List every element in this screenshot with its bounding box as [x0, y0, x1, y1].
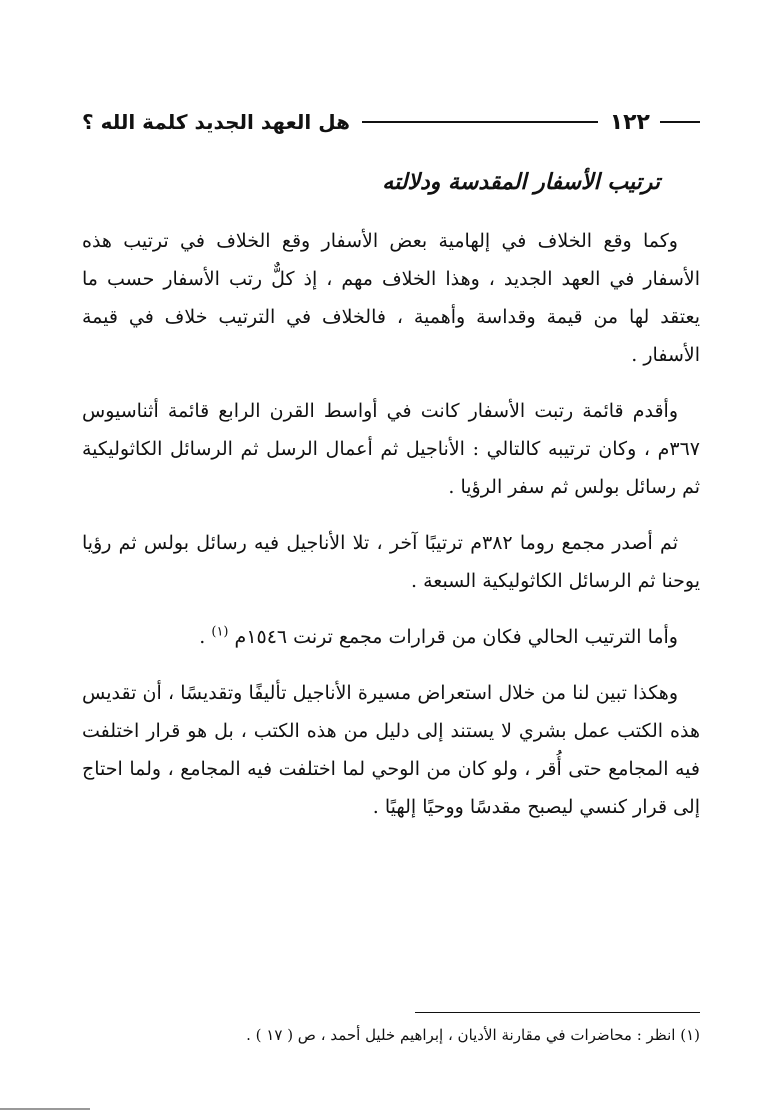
section-heading: ترتيب الأسفار المقدسة ودلالته	[382, 170, 660, 195]
paragraph-text: وأما الترتيب الحالي فكان من قرارات مجمع ترنت ١٥٤٦م	[234, 626, 678, 648]
paragraph	[82, 618, 700, 656]
body-text	[82, 222, 700, 844]
footnote-reference[interactable]: (١)	[211, 624, 229, 640]
paragraph: ثم أصدر مجمع روما ٣٨٢م ترتيبًا آخر ، تلا الأناجيل فيه رسائل بولس ثم رؤيا يوحنا ثم الرسائل الكاثوليكية السبعة .	[82, 532, 700, 592]
header-dash	[660, 121, 700, 123]
paragraph: وأقدم قائمة رتبت الأسفار كانت في أواسط القرن الرابع قائمة أثناسيوس ٣٦٧م ، وكان ترتيبه كالتالي : الأناجيل ثم أعمال الرسل ثم الرسائل الكاثوليكية ثم رسائل بولس ثم سفر الرؤيا .	[82, 400, 700, 498]
page-header	[82, 104, 700, 140]
page-edge-mark	[0, 1108, 90, 1110]
header-rule	[362, 121, 598, 123]
paragraph-tail: .	[199, 626, 212, 648]
page-number: ١٢٢	[609, 109, 650, 135]
footnote-divider	[415, 1012, 700, 1013]
paragraph: وكما وقع الخلاف في إلهامية بعض الأسفار وقع الخلاف في ترتيب هذه الأسفار في العهد الجديد ، وهذا الخلاف مهم ، إذ كلٌّ رتب الأسفار حسب ما يعتقد لها من قيمة وقداسة وأهمية ، فالخلاف في الترتيب خلاف في قيمة الأسفار .	[82, 230, 700, 366]
footnote: (١) انظر : محاضرات في مقارنة الأديان ، إبراهيم خليل أحمد ، ص ( ١٧ ) .	[246, 1026, 700, 1044]
paragraph: وهكذا تبين لنا من خلال استعراض مسيرة الأناجيل تأليفًا وتقديسًا ، أن تقديس هذه الكتب عمل بشري لا يستند إلى دليل من هذه الكتب ، بل هو قرار اختلفت فيه المجامع حتى أُقر ، ولو كان من الوحي لما اختلفت فيه المجامع ، ولما احتاج إلى قرار كنسي ليصبح مقدسًا ووحيًا إلهيًا .	[82, 682, 700, 818]
running-title: هل العهد الجديد كلمة الله ؟	[82, 110, 350, 134]
